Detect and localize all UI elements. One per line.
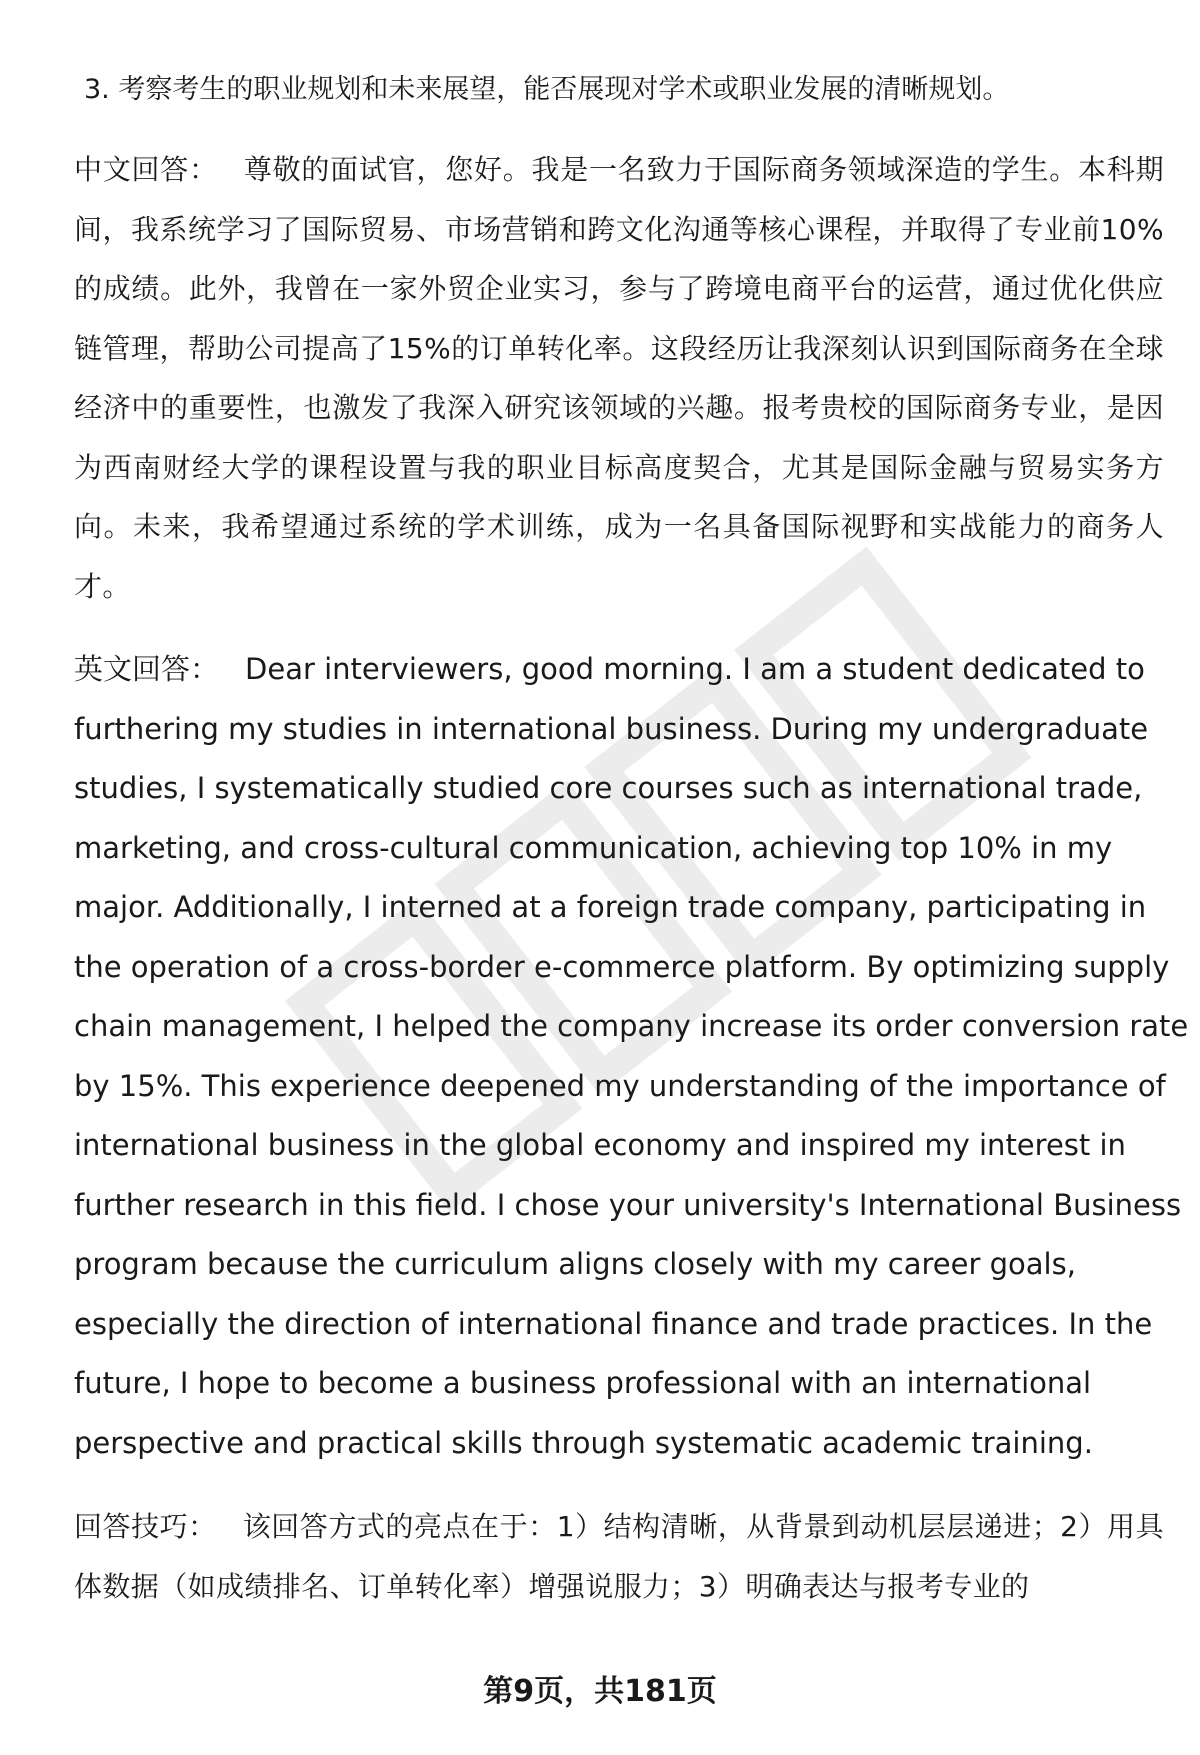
answer-tips <box>74 1497 1164 1616</box>
chinese-answer-text: 尊敬的面试官，您好。我是一名致力于国际商务领域深造的学生。本科期间，我系统学习了国际贸易、市场营销和跨文化沟通等核心课程，并取得了专业前10%的成绩。此外，我曾在一家外贸企业实习，参与了跨境电商平台的运营，通过优化供应链管理，帮助公司提高了15%的订单转化率。这段经历让我深刻认识到国际商务在全球经济中的重要性，也激发了我深入研究该领域的兴趣。报考贵校的国际商务专业，是因为西南财经大学的课程设置与我的职业目标高度契合，尤其是国际金融与贸易实务方向。未来，我希望通过系统的学术训练，成为一名具备国际视野和实战能力的商务人才。 <box>74 153 1164 603</box>
english-answer-label: 英文回答： <box>74 652 220 686</box>
list-item-3: 3. 考察考生的职业规划和未来展望，能否展现对学术或职业发展的清晰规划。 <box>84 74 1010 105</box>
english-answer-line: studies, I systematically studied core courses such as international trade, <box>74 771 1143 805</box>
english-answer-line: international business in the global economy and inspired my interest in <box>74 1128 1126 1162</box>
english-answer-line: further research in this field. I chose your university's International Business <box>74 1187 1182 1222</box>
english-answer-line: major. Additionally, I interned at a foreign trade company, participating in <box>74 890 1147 924</box>
english-answer-line: especially the direction of international finance and trade practices. In the <box>74 1306 1153 1341</box>
answer-tips-text: 该回答方式的亮点在于：1）结构清晰，从背景到动机层层递进；2）用具体数据（如成绩排名、订单转化率）增强说服力；3）明确表达与报考专业的 <box>74 1510 1164 1603</box>
english-answer-line: marketing, and cross-cultural communication, achieving top 10% in my <box>74 830 1113 865</box>
page-content <box>74 68 1189 1640</box>
english-answer-line: 英文回答： Dear interviewers, good morning. I am a student dedicated to <box>74 652 1145 686</box>
english-answer-line: program because the curriculum aligns closely with my career goals, <box>74 1247 1076 1281</box>
english-answer-line: chain management, I helped the company increase its order conversion rate <box>74 1009 1189 1043</box>
chinese-answer <box>74 140 1164 616</box>
english-answer-line: the operation of a cross-border e-commerce platform. By optimizing supply <box>74 949 1170 984</box>
english-answer-line: future, I hope to become a business professional with an international <box>74 1366 1092 1400</box>
english-answer <box>74 640 1189 1473</box>
chinese-answer-label: 中文回答： <box>74 153 218 186</box>
english-answer-line: perspective and practical skills through systematic academic training. <box>74 1425 1093 1460</box>
english-answer-line: furthering my studies in international business. During my undergraduate <box>74 711 1149 746</box>
page-number-footer: 第9页，共181页 <box>483 1674 717 1709</box>
answer-tips-label: 回答技巧： <box>74 1510 217 1543</box>
english-answer-line: by 15%. This experience deepened my understanding of the importance of <box>74 1068 1166 1103</box>
